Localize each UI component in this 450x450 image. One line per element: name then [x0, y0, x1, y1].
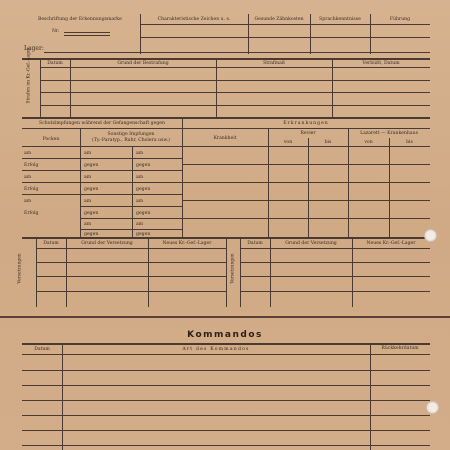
impfungen-row-line [80, 206, 182, 207]
erkrankungen-row-line [182, 182, 430, 183]
versetzungen-row-line [240, 291, 430, 292]
kommandos-row-line [22, 385, 430, 386]
impf-row-right: gegen [136, 211, 151, 216]
erkrankungen-row-line [182, 146, 430, 147]
versetzungen-neues-label-2: Neues Kr.-Gef.-Lager [366, 241, 416, 246]
versetzungen-divider [66, 239, 67, 307]
strafen-bottom-rule [22, 117, 430, 119]
impf-row-mid: am [84, 151, 92, 156]
kommandos-title: Kommandos [187, 330, 263, 340]
versetzungen-row-line [36, 248, 226, 249]
strafen-verbuesst-label: Verbüßt, Datum [362, 61, 400, 66]
strafen-top-rule [22, 58, 430, 60]
versetzungen-row-line [36, 262, 226, 263]
impf-row-left: Erfolg [24, 211, 39, 216]
versetzungen-divider [270, 239, 271, 307]
header-row-line [140, 37, 430, 38]
impf-row-mid: gegen [84, 187, 99, 192]
impfungen-header: Schutzimpfungen während der Gefangenschaft gegen [39, 121, 165, 126]
lazarett-von-label: von [364, 140, 373, 145]
revier-bis-label: bis [324, 140, 332, 145]
erkrankungen-row-line [182, 200, 430, 201]
revier-von-label: von [283, 140, 293, 145]
versetzungen-row-line [240, 248, 430, 249]
erkrankungen-row-line [182, 218, 430, 219]
kommandos-row-line [22, 445, 430, 446]
kommandos-rueckkehr-label: Rückkehrdatum [381, 346, 419, 351]
kommandos-row-line [22, 430, 430, 431]
nr-label: Nr. [52, 29, 60, 34]
punch-hole [424, 229, 437, 242]
impfungen-row-line [22, 170, 182, 171]
strafen-datum-label: Datum [47, 61, 63, 66]
sonstige-sub-label: (Ty.-Paratyp., Ruhr, Cholera usw.) [92, 138, 170, 143]
versetzungen-side-label: Versetzungen [17, 253, 23, 284]
impf-row-right: gegen [136, 163, 151, 168]
fuehrung-label: Führung [389, 17, 411, 22]
versetzungen-row-line [36, 291, 226, 292]
strafen-strafmass-label: Strafmaß [263, 61, 285, 66]
erkrankungen-row-line [182, 164, 430, 165]
krankheit-label: Krankheit [213, 136, 237, 141]
impfungen-row-line [22, 182, 182, 183]
erkennungsmarke-label: Beschriftung der Erkennungsmarke [38, 17, 122, 22]
impf-row-mid: am [84, 175, 92, 180]
versetzungen-divider [148, 239, 149, 307]
impf-row-mid: gegen [84, 211, 99, 216]
impfungen-divider [132, 146, 133, 238]
sonstige-label: Sonstige Impfungen [107, 132, 155, 137]
impf-row-right: am [136, 175, 144, 180]
versetzungen-divider [240, 239, 241, 307]
lager-label: Lager: [24, 45, 44, 52]
impf-row-mid: gegen [84, 163, 99, 168]
strafen-grund-label: Grund der Bestrafung [117, 61, 169, 66]
kommandos-row-line [22, 400, 430, 401]
strafen-side-label: Strafen im Kr.-Gef.-Lager [26, 47, 32, 104]
versetzungen-divider [352, 239, 353, 307]
sprachkenntnisse-label: Sprachkenntnisse [319, 17, 361, 22]
versetzungen-neues-label: Neues Kr.-Gef.-Lager [162, 241, 212, 246]
impf-row-left: am [24, 199, 32, 204]
kommandos-divider [62, 343, 63, 450]
impfungen-row-line [22, 158, 182, 159]
impf-row-left: am [24, 151, 32, 156]
strafen-row-line [40, 80, 430, 81]
versetzungen-divider [226, 239, 227, 307]
card-fold [0, 316, 450, 318]
impfungen-row-line [80, 229, 182, 230]
nr-line-2 [64, 35, 110, 36]
kommandos-top-rule [22, 343, 430, 345]
versetzungen-side-label-2: Versetzungen [230, 253, 236, 284]
strafen-row-line [40, 67, 430, 68]
versetzungen-row-line [36, 276, 226, 277]
versetzungen-row-line [240, 276, 430, 277]
versetzungen-grund-label: Grund der Versetzung [81, 241, 133, 246]
kommandos-row-line [22, 415, 430, 416]
kommandos-divider [370, 343, 371, 450]
versetzungen-grund-label-2: Grund der Versetzung [285, 241, 337, 246]
versetzungen-datum-label: Datum [43, 241, 59, 246]
kommandos-datum-label: Datum [34, 347, 50, 352]
impf-row-right: gegen [136, 187, 151, 192]
charakteristika-label: Charakteristische Zeichen u. s. [157, 17, 231, 22]
impf-row-right: am [136, 151, 144, 156]
impfungen-divider [80, 128, 81, 238]
versetzungen-row-line [240, 262, 430, 263]
impf-row-mid: am [84, 222, 92, 227]
pocken-label: Pocken [42, 137, 60, 142]
lager-line [44, 52, 430, 53]
kommandos-row-line [22, 370, 430, 371]
impf-row-right: gegen [136, 232, 151, 237]
erkrankungen-divider [308, 138, 309, 238]
impfungen-row-line [22, 146, 182, 147]
impf-row-left: am [24, 175, 32, 180]
impfungen-subheader-line [22, 128, 430, 129]
revier-label: Revier [300, 131, 316, 136]
strafen-row-line [40, 92, 430, 93]
impf-row-left: Erfolg [24, 187, 39, 192]
lazarett-bis-label: bis [406, 140, 413, 145]
versetzungen-divider [36, 239, 37, 307]
impfungen-row-line [22, 194, 182, 195]
nr-line [64, 32, 110, 33]
kommandos-row-line [22, 354, 430, 355]
erkrankungen-header: Erkrankungen [283, 121, 329, 126]
impf-row-right: am [136, 199, 144, 204]
schaedel-label: Gesunde Zähnkosten [254, 17, 304, 22]
impf-row-right: am [136, 222, 144, 227]
erkrankungen-divider [389, 138, 390, 238]
impf-row-mid: am [84, 199, 92, 204]
header-row-line [140, 24, 430, 25]
strafen-row-line [40, 105, 430, 106]
impfungen-row-line [80, 218, 182, 219]
lazarett-label: Lazarett — Krankenhaus [360, 131, 418, 136]
impf-row-mid: gegen [84, 232, 99, 237]
kommandos-art-label: Art des Kommandos [182, 347, 250, 352]
punch-hole [426, 401, 439, 414]
versetzungen-datum-label-2: Datum [247, 241, 263, 246]
impf-row-left: Erfolg [24, 163, 39, 168]
